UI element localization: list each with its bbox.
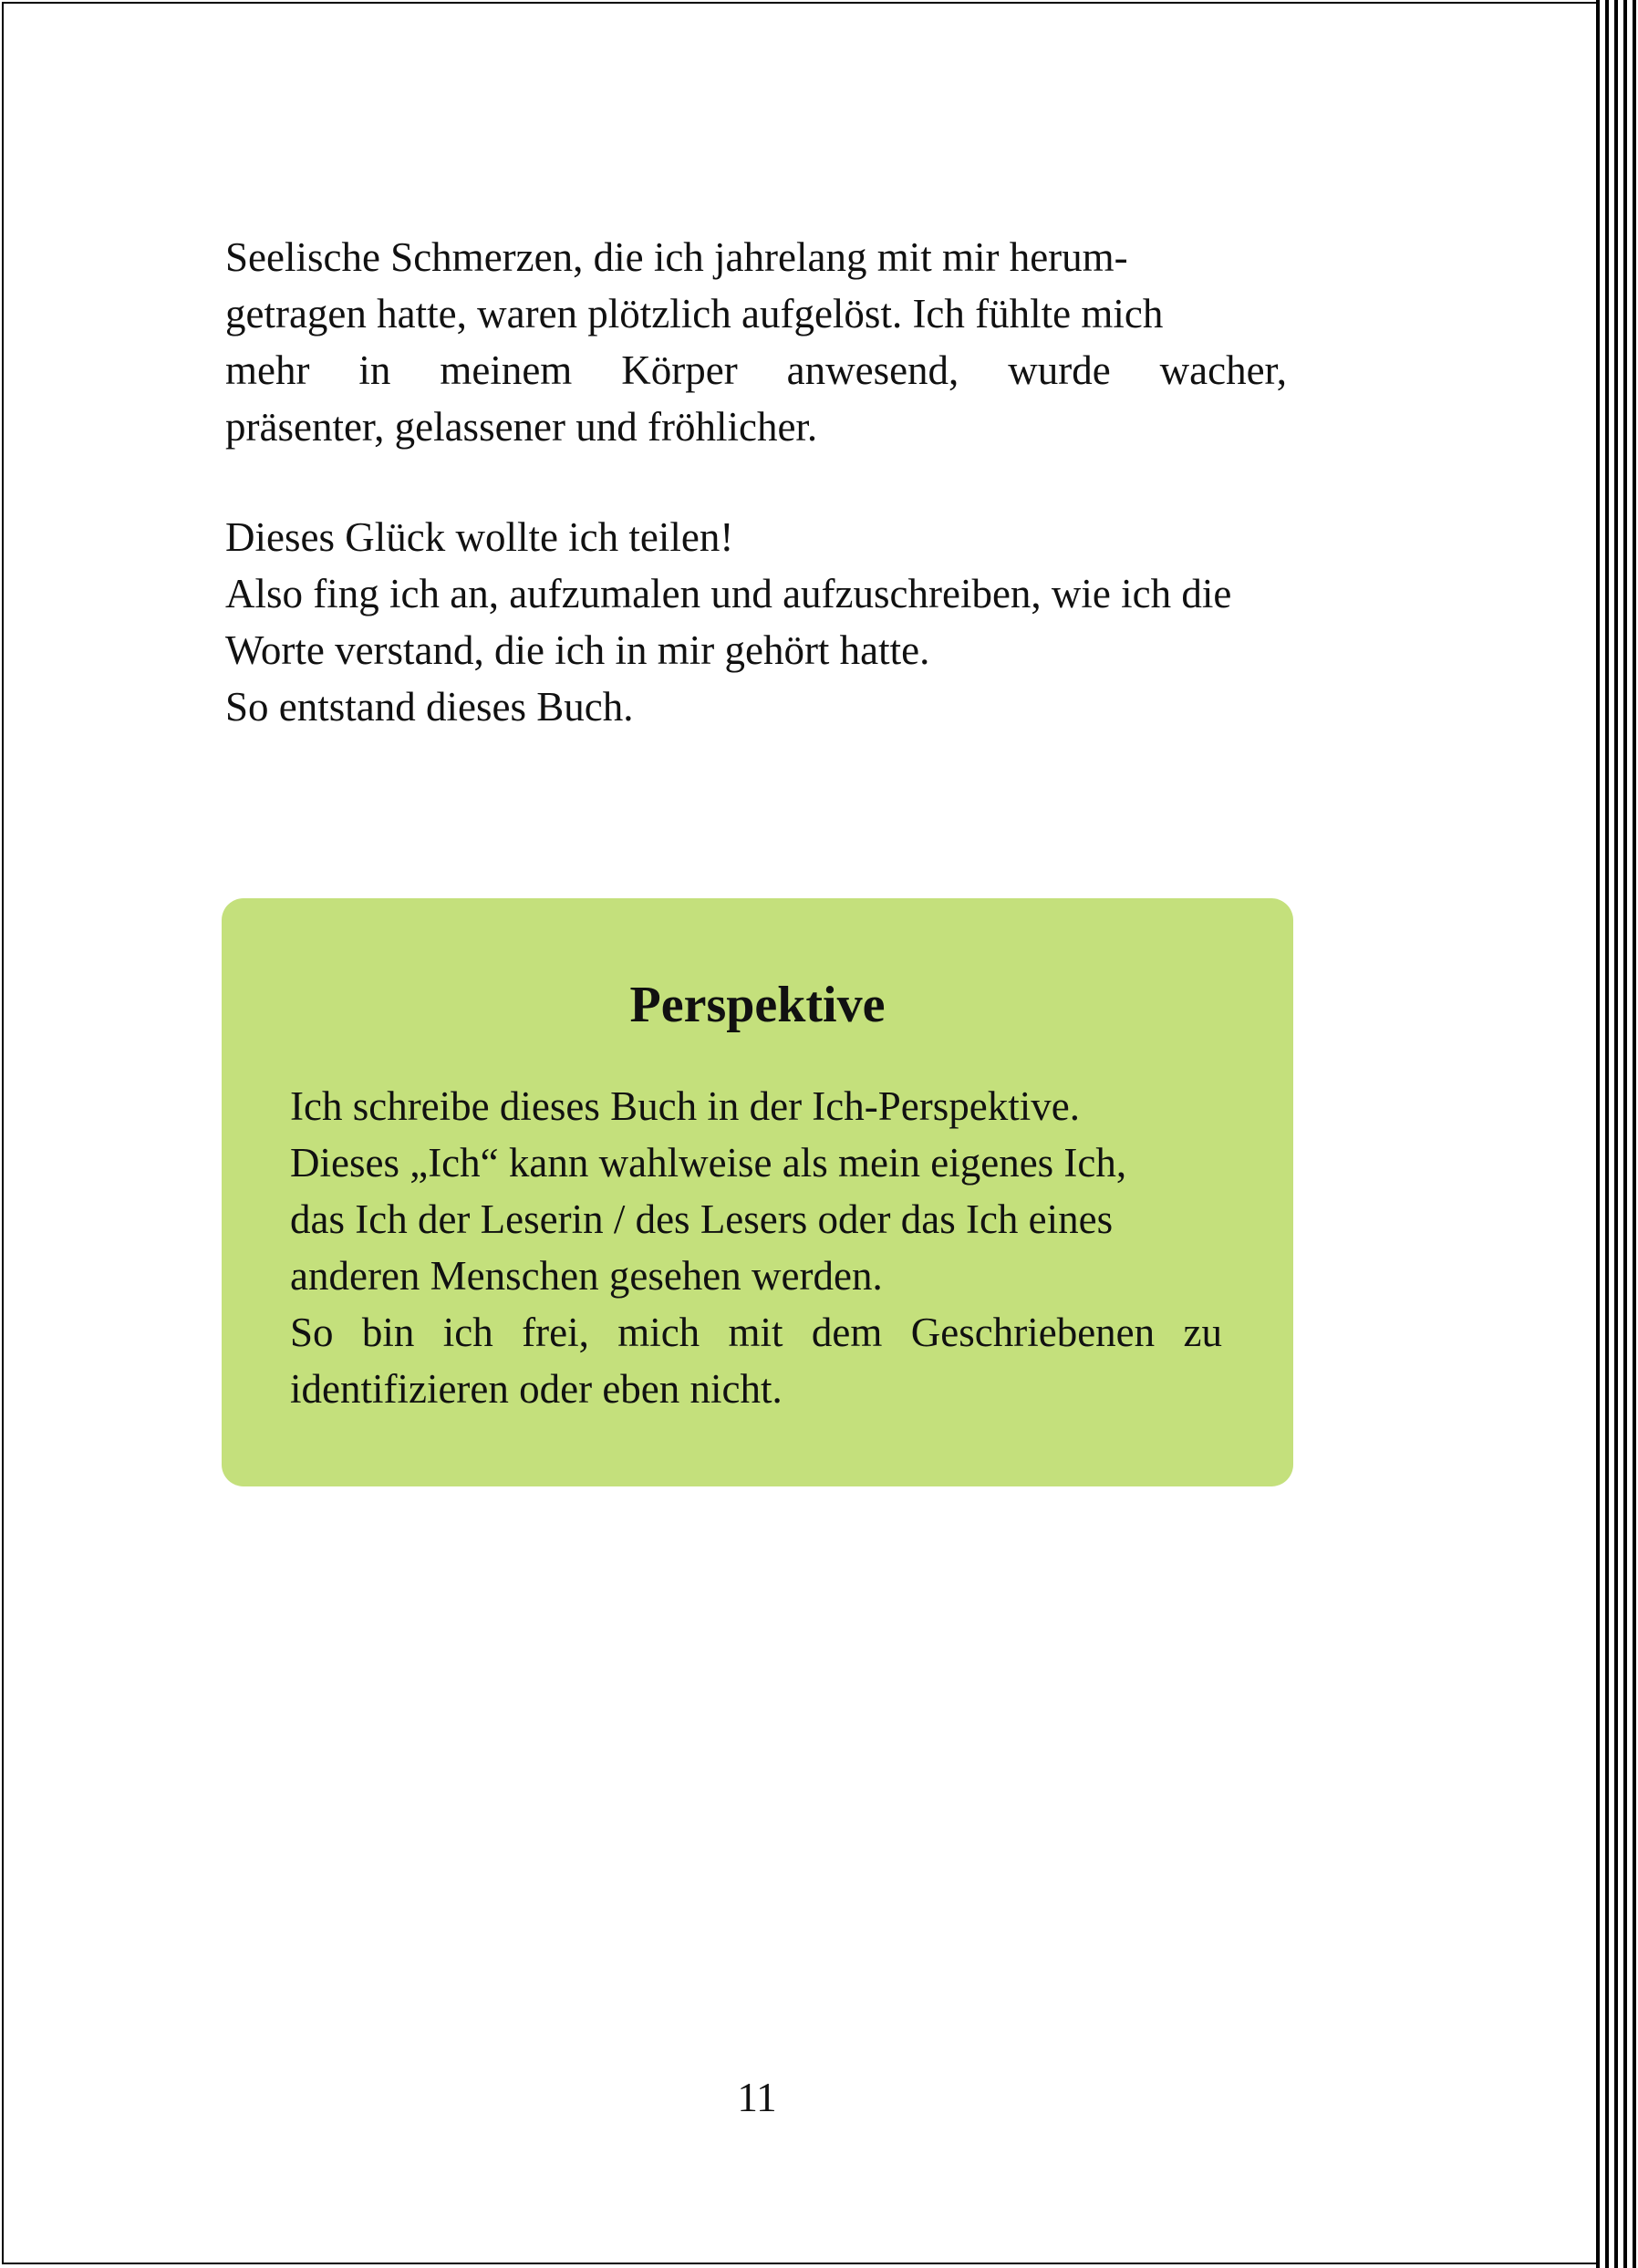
paragraph-2-line-3: So entstand dieses Buch. [225, 684, 634, 730]
paragraph-1-text: Seelische Schmerzen, die ich jahrelang mit mir herum- getragen hatte, waren plötzlich aufgelöst. Ich fühlte mich mehr in meinem Körper anwesend, wurde wacher, präsenter, gelassener und fröhlicher. [225, 234, 1287, 450]
paragraph-2-line-1: Dieses Glück wollte ich teilen! [225, 514, 734, 560]
paragraph-1 [225, 229, 1287, 455]
book-edge-stripes [1596, 0, 1638, 2268]
paragraph-2 [225, 509, 1287, 735]
paragraph-2-line-2: Also fing ich an, aufzumalen und aufzuschreiben, wie ich die Worte verstand, die ich in mir gehört hatte. [225, 571, 1232, 673]
box-title: Perspektive [629, 977, 886, 1033]
page-number: 11 [737, 2075, 777, 2120]
perspective-box [222, 898, 1293, 1486]
box-body: Ich schreibe dieses Buch in der Ich-Perspektive. Dieses „Ich“ kann wahlweise als mein eigenes Ich, das Ich der Leserin / des Lesers oder das Ich eines anderen Menschen gesehen werden. So bin ich frei, mich mit dem Geschriebenen zu identifizieren oder eben nicht. [290, 1083, 1222, 1412]
